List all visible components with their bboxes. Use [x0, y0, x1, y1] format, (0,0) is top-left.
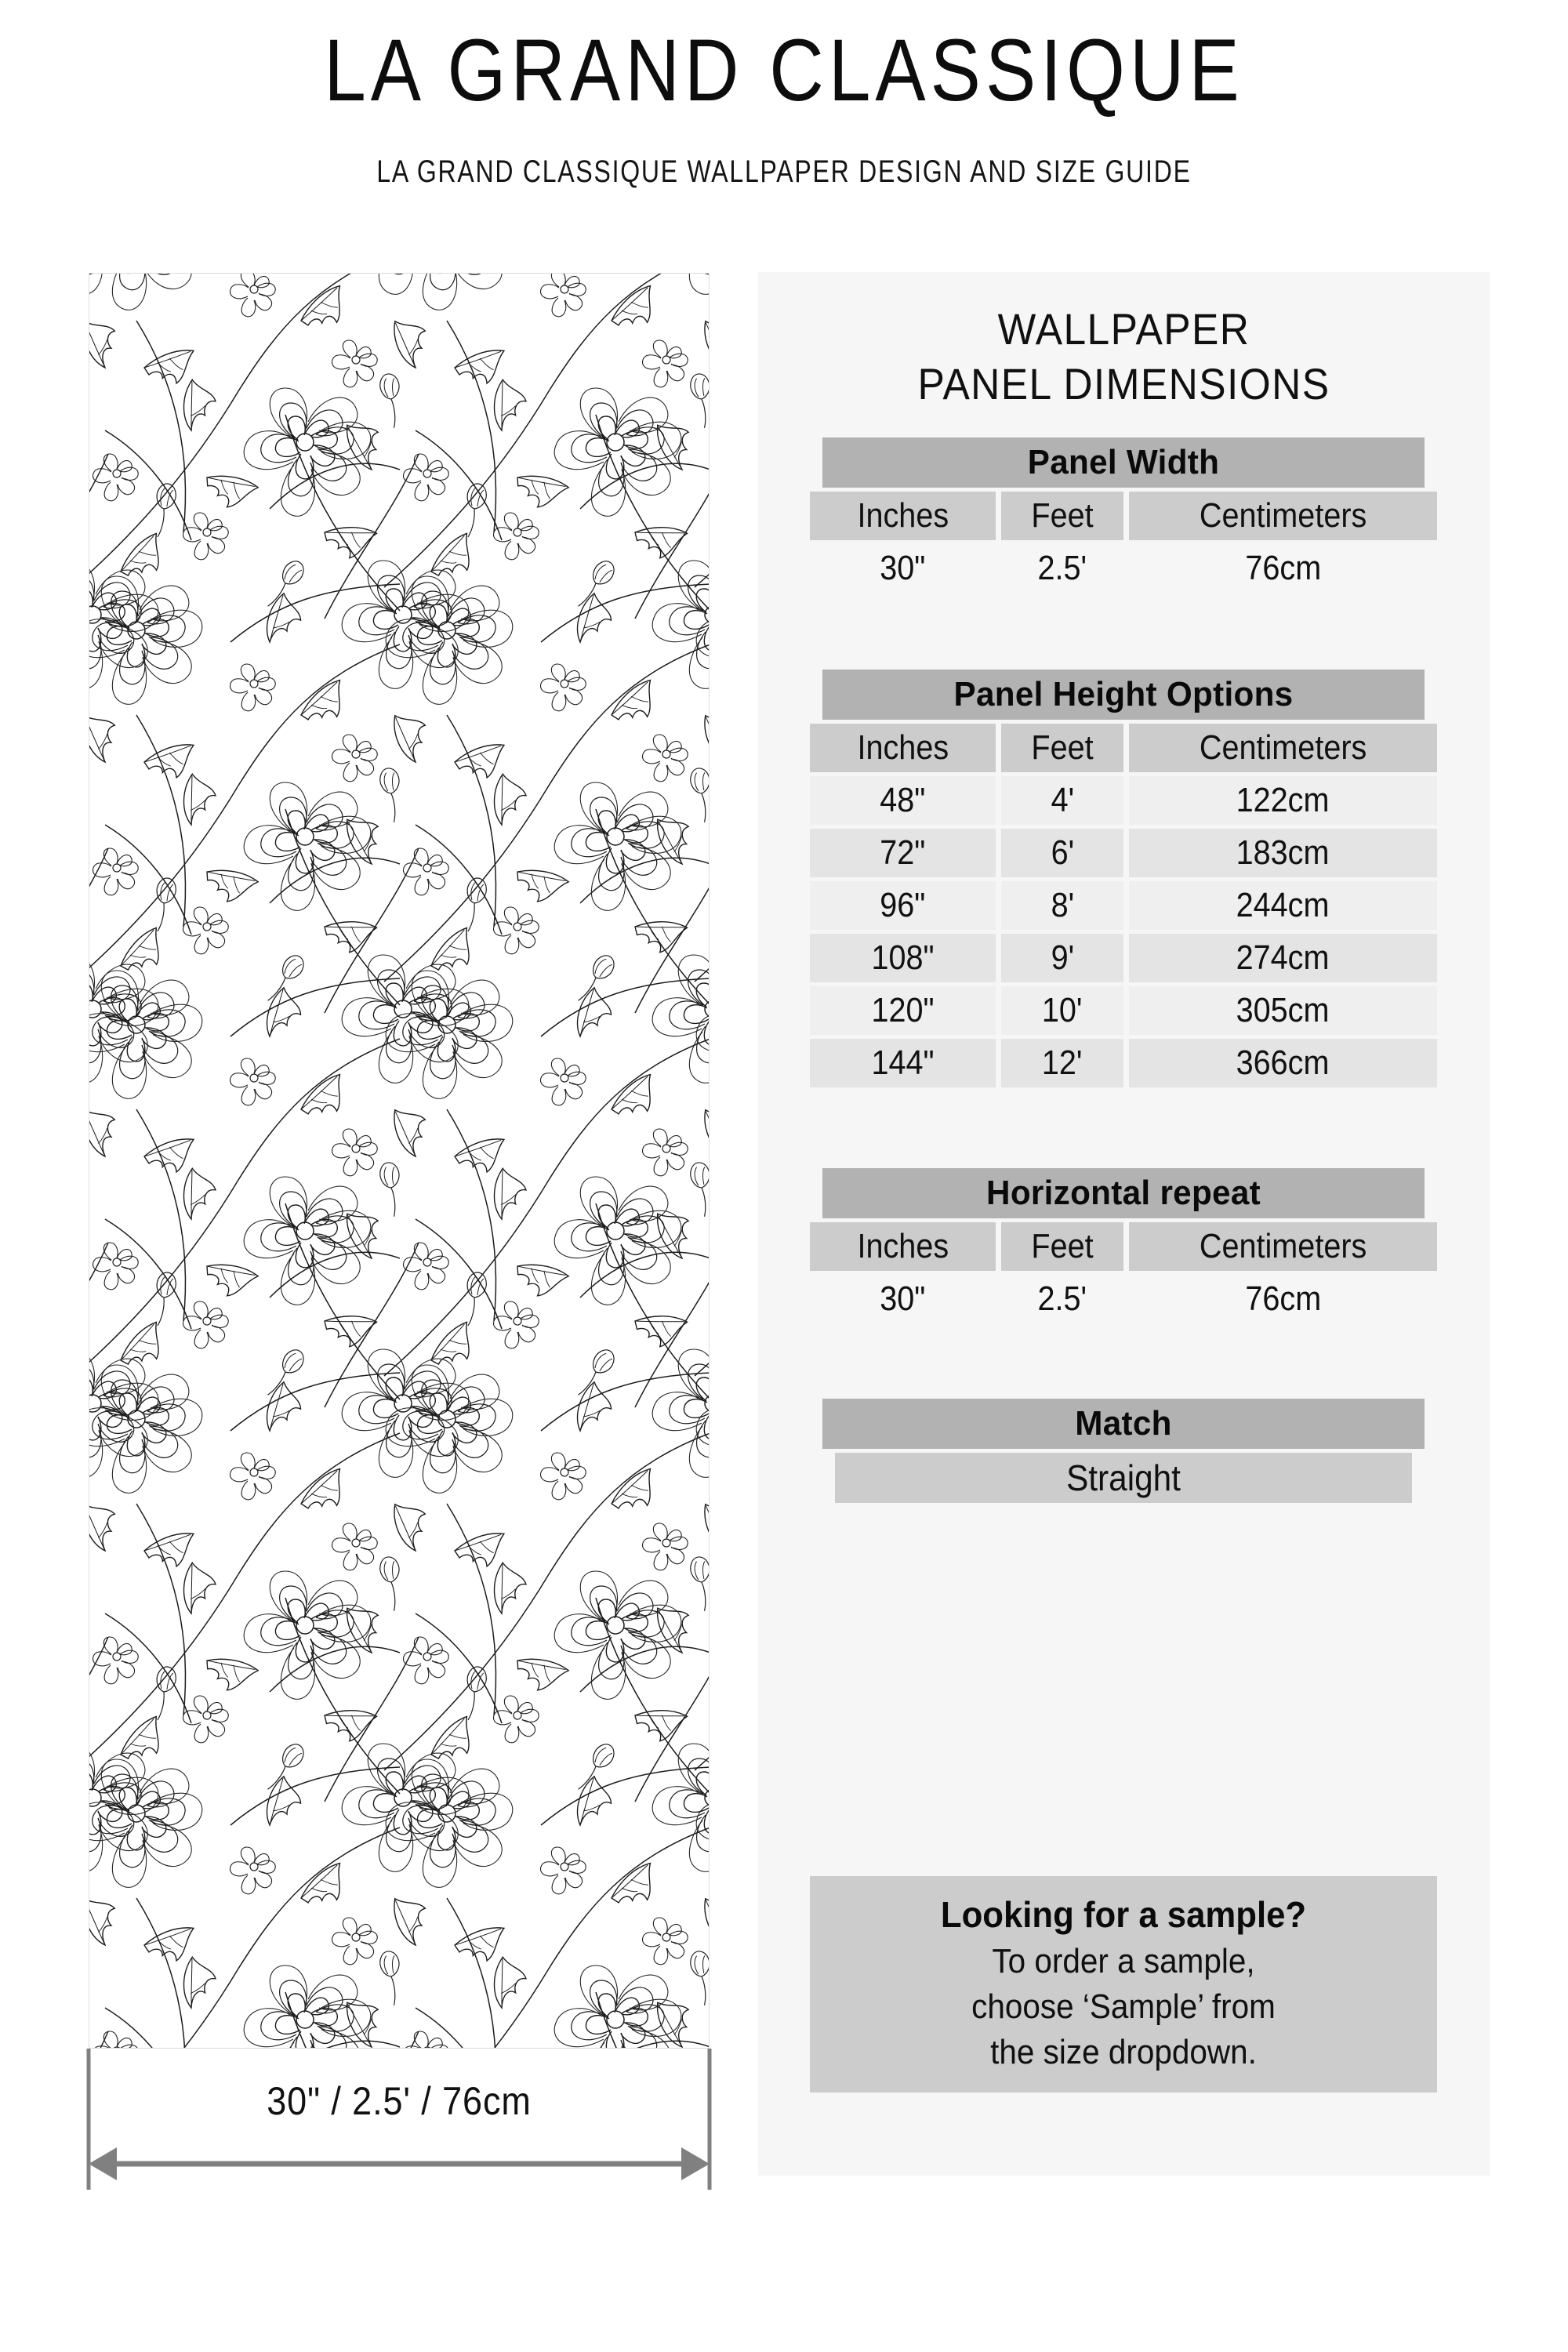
spec-panel-title: [787, 302, 1460, 412]
sample-box-line-1: To order a sample,: [992, 1942, 1255, 1980]
cell-centimeters: 274cm: [1129, 934, 1437, 982]
spec-title-line2: PANEL DIMENSIONS: [917, 359, 1330, 408]
cell-inches: 120": [810, 986, 996, 1035]
column-header-feet: Feet: [1001, 724, 1123, 772]
cell-inches: 108": [810, 934, 996, 982]
panel-width-heading: Panel Width: [822, 437, 1425, 488]
table-row: [810, 544, 1437, 593]
cell-feet: 6': [1001, 829, 1123, 877]
cell-feet: 8': [1001, 881, 1123, 930]
horizontal-repeat-table: [810, 1168, 1437, 1323]
floral-pattern-svg: [89, 274, 710, 2049]
column-header-centimeters: Centimeters: [1129, 1222, 1437, 1271]
dimension-arrow: [81, 2049, 717, 2205]
cell-inches: 30": [880, 1279, 926, 1318]
column-header-inches: Inches: [810, 724, 996, 772]
cell-centimeters: 122cm: [1129, 776, 1437, 825]
table-row: [810, 881, 1437, 930]
sample-box-title: Looking for a sample?: [940, 1894, 1307, 1935]
cell-centimeters: 183cm: [1129, 829, 1437, 877]
spec-panel: [758, 272, 1490, 2176]
page-subtitle: LA GRAND CLASSIQUE WALLPAPER DESIGN AND SIZE GUIDE: [376, 154, 1192, 189]
table-row: [810, 1039, 1437, 1087]
column-header-feet: Feet: [1001, 492, 1123, 540]
panel-height-heading: Panel Height Options: [822, 670, 1425, 720]
cell-centimeters: 76cm: [1245, 1279, 1321, 1318]
table-row: [810, 934, 1437, 982]
cell-feet: 2.5': [1037, 549, 1087, 587]
cell-centimeters: 366cm: [1129, 1039, 1437, 1087]
panel-width-dimension-label: 30" / 2.5' / 76cm: [267, 2079, 532, 2123]
cell-inches: 30": [880, 549, 926, 587]
cell-centimeters: 76cm: [1245, 549, 1321, 587]
horizontal-repeat-heading: Horizontal repeat: [822, 1168, 1425, 1218]
cell-inches: 96": [810, 881, 996, 930]
sample-box-line-3: the size dropdown.: [990, 2033, 1257, 2071]
table-row: [810, 829, 1437, 877]
cell-inches: 144": [810, 1039, 996, 1087]
column-header-inches: Inches: [810, 1222, 996, 1271]
wallpaper-panel-preview: [89, 273, 710, 2049]
column-header-centimeters: Centimeters: [1129, 492, 1437, 540]
cell-centimeters: 244cm: [1129, 881, 1437, 930]
cell-inches: 72": [810, 829, 996, 877]
cell-feet: 2.5': [1037, 1279, 1087, 1318]
cell-feet: 12': [1001, 1039, 1123, 1087]
panel-height-column-headers: [810, 724, 1437, 772]
spec-title-line1: WALLPAPER: [997, 304, 1250, 354]
cell-feet: 4': [1001, 776, 1123, 825]
cell-feet: 9': [1001, 934, 1123, 982]
sample-info-box: [810, 1876, 1437, 2092]
cell-inches: 48": [810, 776, 996, 825]
match-heading: Match: [822, 1399, 1425, 1449]
horizontal-repeat-column-headers: [810, 1222, 1437, 1271]
match-value: Straight: [835, 1453, 1412, 1503]
page-header: [0, 0, 1568, 235]
panel-width-column-headers: [810, 492, 1437, 540]
cell-centimeters: 305cm: [1129, 986, 1437, 1035]
panel-width-table: [810, 437, 1437, 593]
match-table: [810, 1399, 1437, 1503]
table-row: [810, 986, 1437, 1035]
column-header-centimeters: Centimeters: [1129, 724, 1437, 772]
page-title: LA GRAND CLASSIQUE: [324, 21, 1244, 119]
panel-height-table: [810, 670, 1437, 1087]
column-header-inches: Inches: [810, 492, 996, 540]
table-row: [810, 776, 1437, 825]
cell-feet: 10': [1001, 986, 1123, 1035]
table-row: [810, 1275, 1437, 1323]
sample-box-line-2: choose ‘Sample’ from: [971, 1987, 1276, 2026]
column-header-feet: Feet: [1001, 1222, 1123, 1271]
